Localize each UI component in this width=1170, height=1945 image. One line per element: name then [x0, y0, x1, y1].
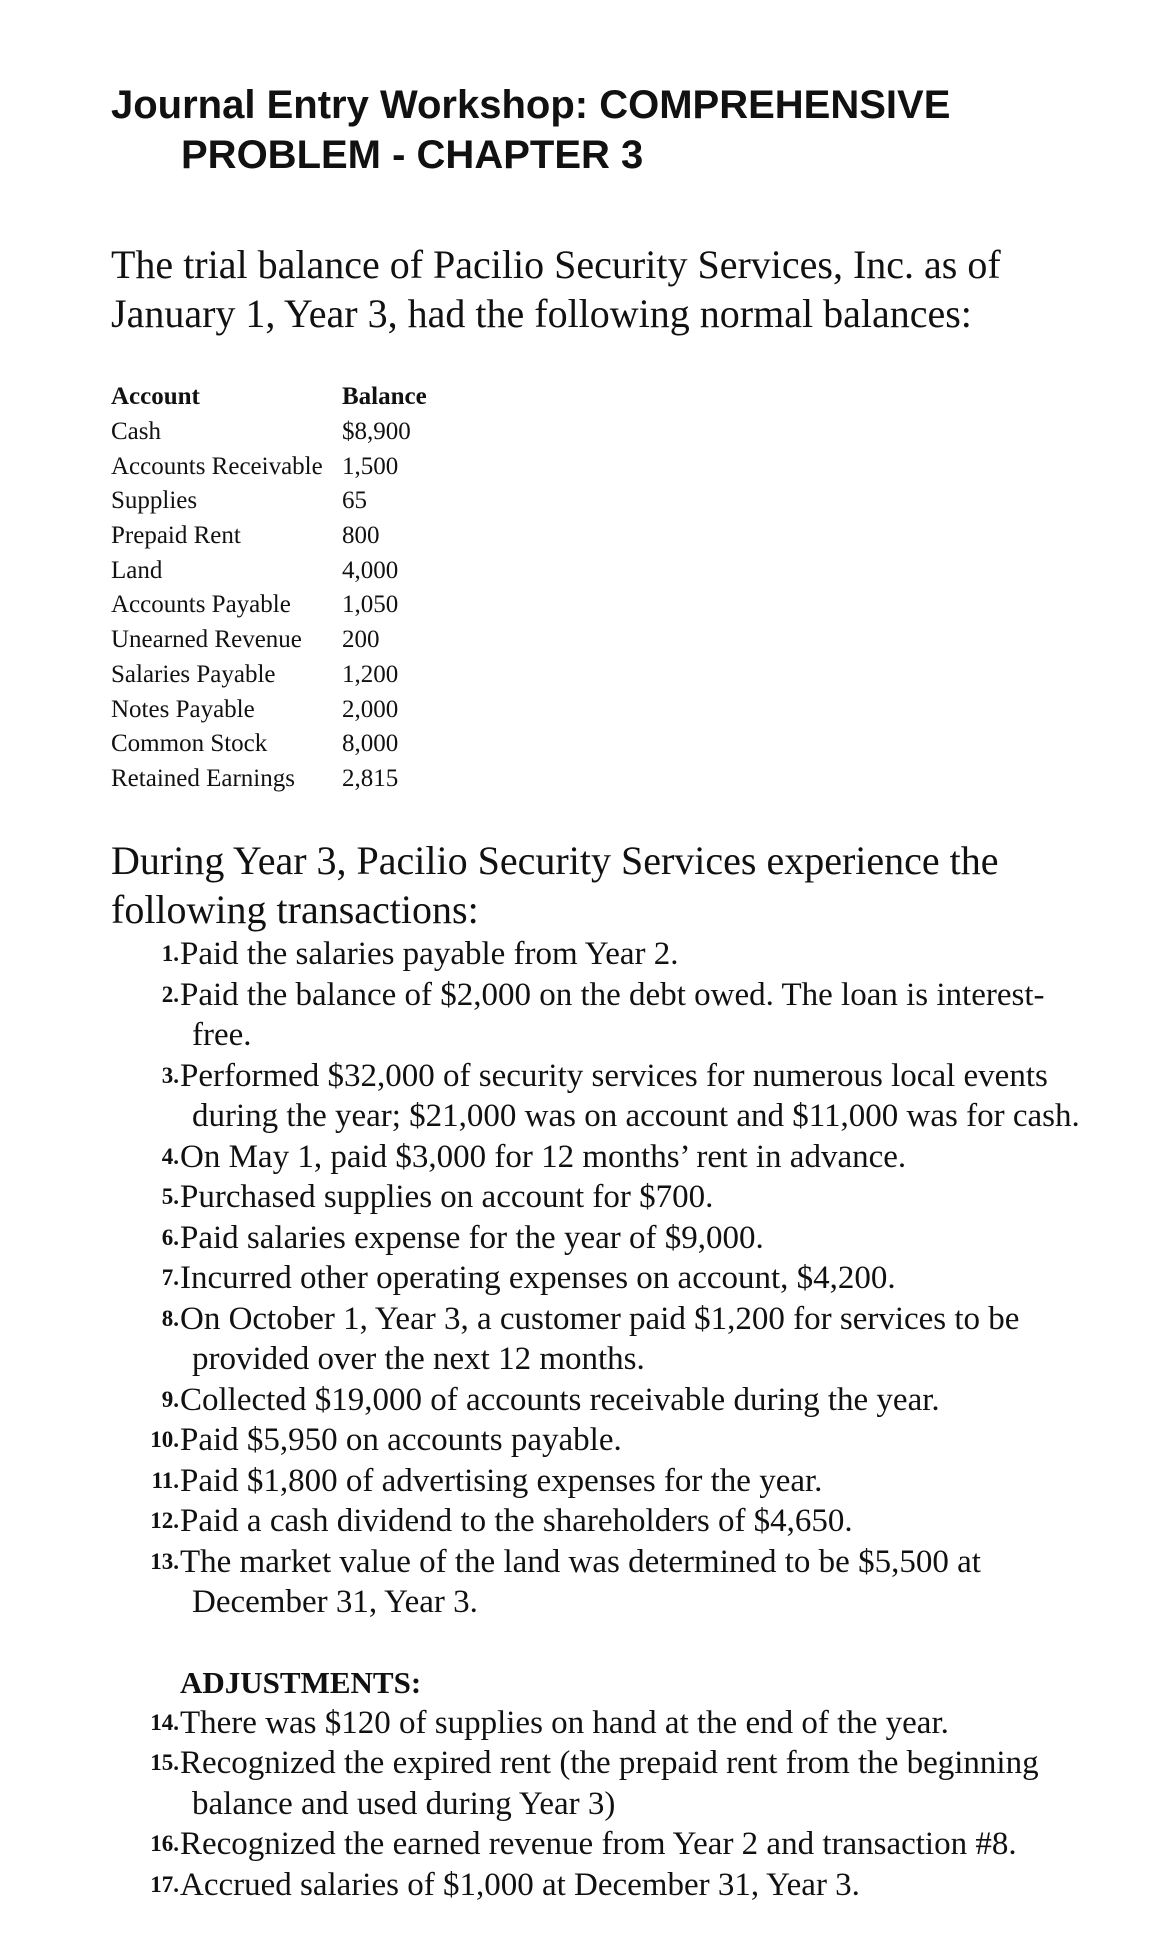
transaction-item: [111, 934, 1080, 975]
table-row: [111, 519, 427, 554]
table-row: [111, 588, 427, 623]
table-row: [111, 449, 427, 484]
table-row: [111, 727, 427, 762]
adjustment-item: [111, 1824, 1080, 1865]
balance-cell: 4,000: [342, 556, 399, 584]
table-row: [111, 623, 427, 658]
trial-balance-table: [111, 380, 427, 796]
transaction-item: [111, 1461, 1080, 1502]
transaction-text: Paid $5,950 on accounts payable.: [180, 1422, 622, 1459]
transaction-text: Incurred other operating expenses on account, $4,200.: [180, 1260, 896, 1297]
adjustments-heading: ADJUSTMENTS:: [180, 1664, 422, 1700]
balance-cell: $8,900: [342, 418, 411, 446]
transaction-item: [111, 1137, 1080, 1178]
table-row: [111, 692, 427, 727]
transaction-item: [111, 1542, 1080, 1623]
transaction-item: [111, 1056, 1080, 1137]
balance-cell: 1,500: [342, 452, 399, 480]
document-page: [111, 80, 1121, 1905]
adjustment-number: 16.: [150, 1831, 179, 1857]
balance-cell: 8,000: [342, 730, 399, 758]
adjustment-item: [111, 1865, 1080, 1906]
transaction-text: Paid the balance of $2,000 on the debt owed. The loan is interest-free.: [180, 976, 1045, 1054]
transaction-item: [111, 1501, 1080, 1542]
transaction-text: Paid the salaries payable from Year 2.: [180, 936, 679, 973]
account-name-cell: Common Stock: [111, 730, 268, 758]
account-name-cell: Unearned Revenue: [111, 626, 302, 654]
balance-cell: 2,000: [342, 695, 399, 723]
transaction-number: 3.: [161, 1062, 179, 1088]
adjustment-item: [111, 1703, 1080, 1744]
transaction-text: On October 1, Year 3, a customer paid $1,200 for services to be provided over the next 12 months.: [180, 1300, 1020, 1378]
adjustment-text: Recognized the earned revenue from Year 2 and transaction #8.: [180, 1826, 1017, 1863]
transaction-item: [111, 1380, 1080, 1421]
table-row: [111, 762, 427, 797]
transaction-number: 12.: [150, 1508, 179, 1534]
transaction-text: On May 1, paid $3,000 for 12 months’ rent in advance.: [180, 1138, 907, 1175]
account-name-cell: Prepaid Rent: [111, 522, 241, 550]
adjustment-number: 17.: [150, 1871, 179, 1897]
account-column-header: Account: [111, 383, 200, 411]
transaction-number: 2.: [161, 981, 179, 1007]
adjustment-text: There was $120 of supplies on hand at the end of the year.: [180, 1704, 949, 1741]
table-row: [111, 553, 427, 588]
page-title: Journal Entry Workshop: COMPREHENSIVE PROBLEM - CHAPTER 3: [111, 83, 951, 177]
transaction-text: Paid salaries expense for the year of $9,000.: [180, 1219, 764, 1256]
transaction-text: Paid $1,800 of advertising expenses for the year.: [180, 1462, 823, 1499]
balance-cell: 200: [342, 626, 380, 654]
adjustment-number: 14.: [150, 1709, 179, 1735]
transaction-item: [111, 1218, 1080, 1259]
table-header-row: [111, 380, 427, 415]
account-name-cell: Accounts Receivable: [111, 452, 323, 480]
transaction-number: 11.: [151, 1467, 179, 1493]
adjustments-list: [111, 1703, 1121, 1906]
account-name-cell: Cash: [111, 418, 161, 446]
adjustment-item: [111, 1743, 1080, 1824]
transaction-number: 9.: [161, 1386, 179, 1412]
transaction-number: 6.: [161, 1224, 179, 1250]
account-name-cell: Retained Earnings: [111, 764, 295, 792]
account-name-cell: Notes Payable: [111, 695, 255, 723]
transaction-text: Collected $19,000 of accounts receivable during the year.: [180, 1381, 940, 1418]
intro-paragraph: The trial balance of Pacilio Security Services, Inc. as of January 1, Year 3, had the following normal balances:: [111, 242, 1001, 336]
balance-cell: 1,050: [342, 591, 399, 619]
transaction-number: 4.: [161, 1143, 179, 1169]
adjustment-text: Accrued salaries of $1,000 at December 31, Year 3.: [180, 1866, 860, 1903]
adjustment-text: Recognized the expired rent (the prepaid rent from the beginning balance and used during Year 3): [180, 1745, 1039, 1822]
transaction-item: [111, 1177, 1080, 1218]
account-name-cell: Supplies: [111, 487, 198, 515]
transactions-heading: During Year 3, Pacilio Security Services experience the following transactions:: [111, 838, 999, 933]
balance-cell: 2,815: [342, 764, 399, 792]
transaction-number: 7.: [161, 1265, 179, 1291]
transactions-list: [111, 934, 1121, 1623]
account-name-cell: Accounts Payable: [111, 591, 291, 619]
transaction-text: Purchased supplies on account for $700.: [180, 1179, 714, 1216]
table-row: [111, 415, 427, 450]
transaction-item: [111, 1299, 1080, 1380]
transaction-item: [111, 975, 1080, 1056]
transaction-number: 13.: [150, 1548, 179, 1574]
account-name-cell: Salaries Payable: [111, 660, 276, 688]
transaction-number: 10.: [150, 1427, 179, 1453]
table-row: [111, 484, 427, 519]
balance-column-header: Balance: [342, 383, 427, 411]
balance-cell: 65: [342, 487, 367, 515]
account-name-cell: Land: [111, 556, 163, 584]
balance-cell: 1,200: [342, 660, 399, 688]
transaction-text: Paid a cash dividend to the shareholders of $4,650.: [180, 1503, 853, 1540]
transaction-item: [111, 1420, 1080, 1461]
transaction-number: 1.: [161, 941, 179, 967]
transaction-text: The market value of the land was determined to be $5,500 at December 31, Year 3.: [180, 1543, 981, 1621]
transaction-item: [111, 1258, 1080, 1299]
balance-cell: 800: [342, 522, 380, 550]
transaction-number: 5.: [161, 1184, 179, 1210]
table-row: [111, 658, 427, 693]
transaction-text: Performed $32,000 of security services for numerous local events during the year; $21,000 was on account and $11,000 was for cash.: [180, 1057, 1080, 1135]
adjustment-number: 15.: [150, 1750, 179, 1776]
transaction-number: 8.: [161, 1305, 179, 1331]
